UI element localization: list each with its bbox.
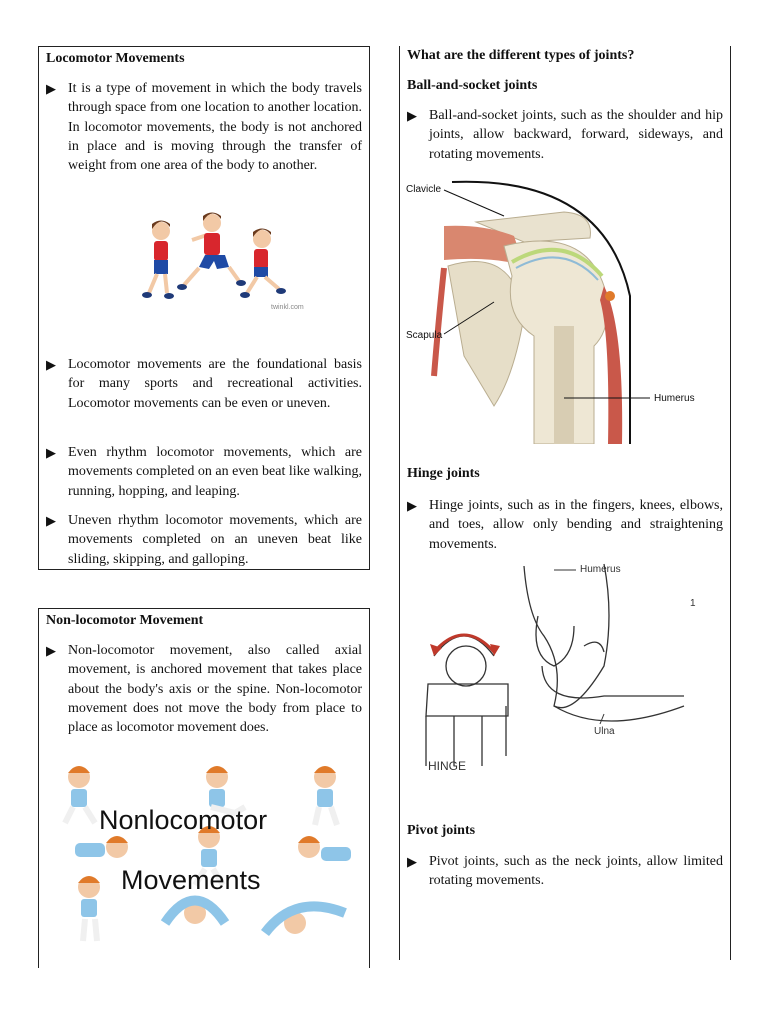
hinge-label-hinge: HINGE xyxy=(428,759,467,773)
label-clavicle: Clavicle xyxy=(406,184,442,195)
joints-heading: What are the different types of joints? xyxy=(407,48,635,63)
bullet-icon: ▶ xyxy=(407,854,417,869)
nonlocomotor-box xyxy=(38,608,370,968)
hinge-label-mark: 1 xyxy=(690,598,696,609)
hinge-label-humerus: Humerus xyxy=(580,564,621,575)
hinge-label-ulna: Ulna xyxy=(594,726,615,737)
right-column-left-border xyxy=(399,46,400,960)
hinge-text: Hinge joints, such as in the fingers, knees, elbows, and toes, allow only bending and straightening movements. xyxy=(429,498,723,552)
pivot-heading: Pivot joints xyxy=(407,823,476,838)
shoulder-joint-illustration xyxy=(404,176,722,444)
pivot-text: Pivot joints, such as the neck joints, allow limited rotating movements. xyxy=(429,854,723,889)
label-humerus: Humerus xyxy=(654,393,695,404)
label-scapula: Scapula xyxy=(406,330,443,341)
image-title-line-1: Nonlocomotor xyxy=(99,805,268,835)
hinge-heading: Hinge joints xyxy=(407,466,480,481)
locomotor-paragraph-3: Even rhythm locomotor movements, which are movements completed on an even beat like walking, running, hopping, and leaping. xyxy=(68,445,362,499)
bullet-icon: ▶ xyxy=(46,81,56,96)
hinge-joint-illustration xyxy=(404,556,722,776)
locomotor-paragraph-1: It is a type of movement in which the body travels through space from one location to another location. In locomotor movements, the body is not anchored in place and is moving through the transfer of weight from one area of the body to another. xyxy=(68,81,362,174)
nonlocomotor-heading: Non-locomotor Movement xyxy=(46,613,204,628)
locomotor-paragraph-2: Locomotor movements are the foundational basis for many sports and recreational activities. Locomotor movements can be even or uneven. xyxy=(68,357,362,411)
bullet-icon: ▶ xyxy=(46,513,56,528)
nonlocomotor-paragraph-1: Non-locomotor movement, also called axial movement, is anchored movement that takes place about the body's axis or the spine. Non-locomotor movement does not move the body from place to place as locomotor movement does. xyxy=(68,643,362,736)
nonlocomotor-illustration xyxy=(45,763,365,953)
bullet-icon: ▶ xyxy=(46,445,56,460)
image-title-line-2: Movements xyxy=(121,865,261,895)
bullet-icon: ▶ xyxy=(407,498,417,513)
ball-socket-text: Ball-and-socket joints, such as the shoulder and hip joints, allow backward, forward, sideways, and rotating movements. xyxy=(429,108,723,162)
locomotor-paragraph-4: Uneven rhythm locomotor movements, which are movements completed on an uneven beat like sliding, skipping, and galloping. xyxy=(68,513,362,567)
ball-socket-heading: Ball-and-socket joints xyxy=(407,78,538,93)
bullet-icon: ▶ xyxy=(407,108,417,123)
right-column-right-border xyxy=(730,46,731,960)
bullet-icon: ▶ xyxy=(46,643,56,658)
locomotor-heading: Locomotor Movements xyxy=(46,51,185,66)
image-credit: twinkl.com xyxy=(271,304,304,311)
locomotor-box xyxy=(38,46,370,570)
children-running-illustration xyxy=(129,205,309,315)
bullet-icon: ▶ xyxy=(46,357,56,372)
